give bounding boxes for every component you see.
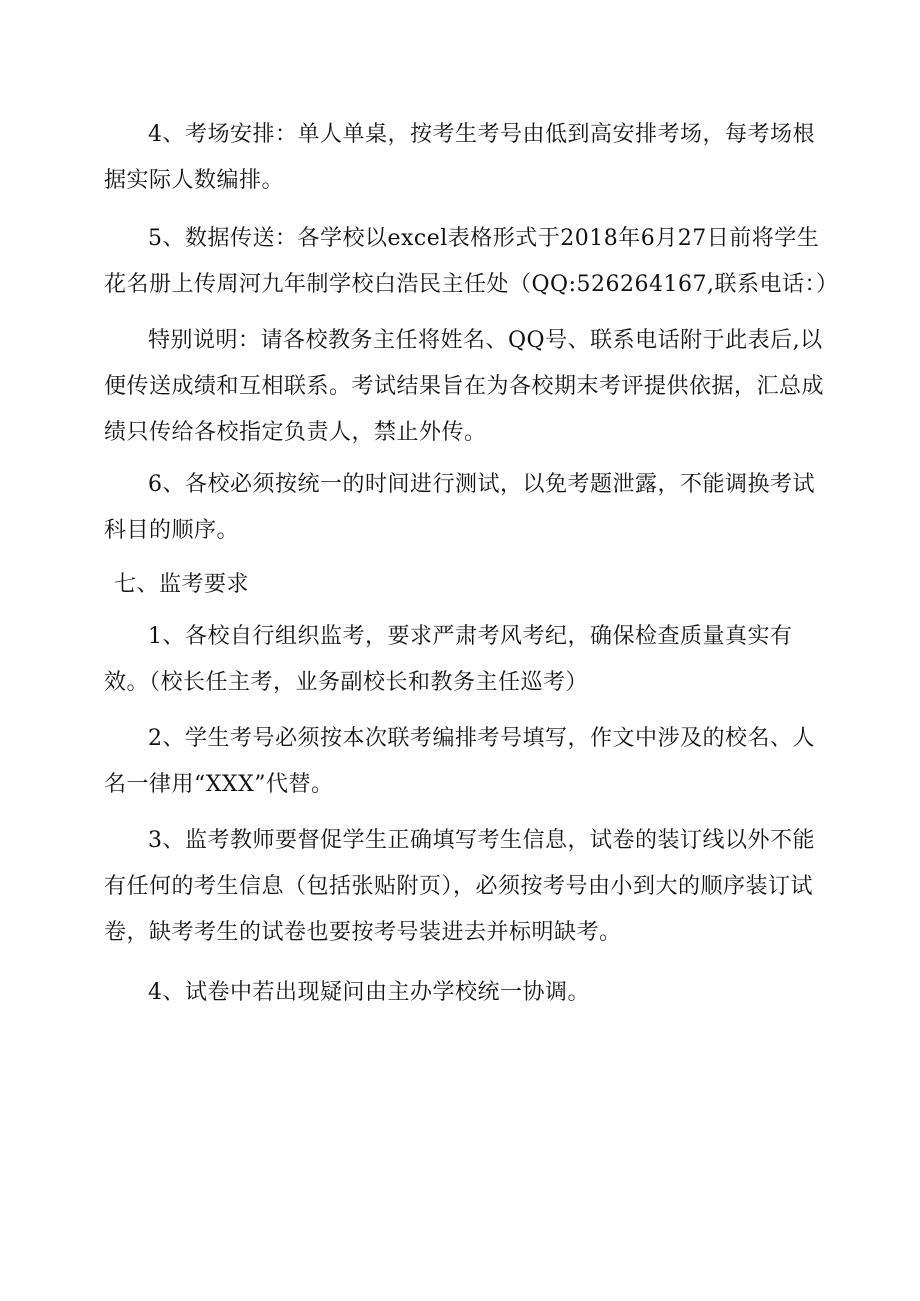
data-transfer-paragraph: 5、数据传送：各学校以excel表格形式于2018年6月27日前将学生花名册上传周河九年制学校白浩民主任处（QQ:526264167,联系电话：） [104,226,839,297]
proctor-requirement-2: 2、学生考号必须按本次联考编排考号填写，作文中涉及的校名、人名一律用“XXX”代替。 [104,726,815,797]
proctor-requirement-3: 3、监考教师要督促学生正确填写考生信息，试卷的装订线以外不能有任何的考生信息（包括张贴附页），必须按考号由小到大的顺序装订试卷，缺考考生的试卷也要按考号装进去并标明缺考。 [104,828,815,945]
exam-room-arrangement-paragraph: 4、考场安排：单人单桌，按考生考号由低到高安排考场，每考场根据实际人数编排。 [104,122,815,193]
section-heading: 七、监考要求 [114,572,250,597]
special-note-paragraph: 特别说明：请各校教务主任将姓名、QQ号、联系电话附于此表后,以便传送成绩和互相联系。考试结果旨在为各校期末考评提供依据，汇总成绩只传给各校指定负责人，禁止外传。 [104,328,825,445]
proctor-requirement-1: 1、各校自行组织监考，要求严肃考风考纪，确保检查质量真实有效。（校长任主考，业务副校长和教务主任巡考） [104,624,793,695]
unified-time-paragraph: 6、各校必须按统一的时间进行测试，以免考题泄露，不能调换考试科目的顺序。 [104,472,815,543]
proctor-requirement-4: 4、试卷中若出现疑问由主办学校统一协调。 [148,980,590,1005]
